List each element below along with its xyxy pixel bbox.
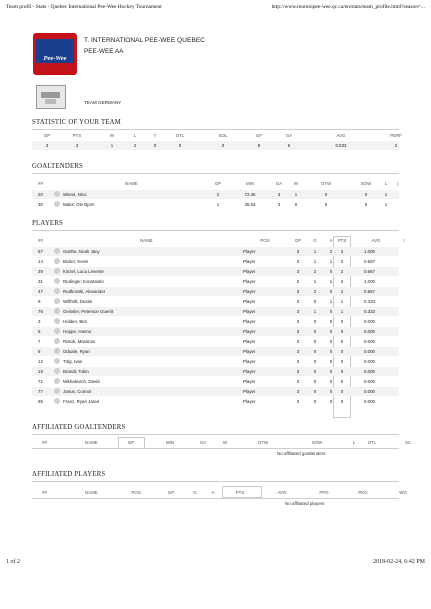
player-cell: Player <box>243 379 256 384</box>
player-cell: 2 <box>340 269 344 274</box>
player-col-7: AVG <box>371 238 381 243</box>
player-cell: 0 <box>313 379 317 384</box>
aff-player-col-3: GP <box>167 490 175 495</box>
player-cell: 1.000 <box>364 279 375 284</box>
player-cell: 2 <box>296 279 300 284</box>
goalie-cell: 36.53 <box>244 202 256 207</box>
player-cell: 2 <box>313 269 317 274</box>
print-datetime: 2018-02-24, 6:42 PM <box>373 559 425 565</box>
section-title-goaltenders: GOALTENDERS <box>32 163 84 170</box>
aff-player-col-1: NAME <box>85 490 98 495</box>
player-cell: 1 <box>329 259 333 264</box>
player-cell: 9 <box>38 299 41 304</box>
player-avatar-icon <box>54 398 60 404</box>
aff-player-col-0: ## <box>42 490 47 495</box>
aff-goalie-col-7: SOW <box>311 440 323 445</box>
player-cell: 7 <box>38 339 41 344</box>
player-avatar-icon <box>54 278 60 284</box>
player-row[interactable] <box>32 307 399 316</box>
section-title-players: PLAYERS <box>32 220 63 227</box>
player-cell: 0 <box>329 339 333 344</box>
stats-value: 1 <box>110 143 114 148</box>
stats-col-pts: PTS <box>72 133 82 138</box>
player-cell: 0 <box>313 319 317 324</box>
goalie-cell: 30 <box>38 202 43 207</box>
stats-col-otl: OTL <box>175 133 185 138</box>
player-cell: 0.000 <box>364 349 375 354</box>
stats-value: 8 <box>257 143 261 148</box>
player-avatar-icon <box>54 348 60 354</box>
goalie-col-8: L <box>384 181 388 186</box>
team-stats-row <box>32 141 399 150</box>
player-cell: 0 <box>329 289 333 294</box>
player-cell: 14 <box>38 259 43 264</box>
player-row[interactable] <box>32 277 399 286</box>
stats-value: 0 <box>221 143 225 148</box>
player-cell: 0.000 <box>364 399 375 404</box>
stats-value: 2 <box>133 143 137 148</box>
player-cell: 0 <box>340 359 344 364</box>
player-cell: Player <box>243 269 256 274</box>
player-cell: 1 <box>329 299 333 304</box>
goalie-col-3: MIN <box>245 181 255 186</box>
player-col-5: A <box>329 238 333 243</box>
player-cell: 0 <box>340 329 344 334</box>
player-avatar-icon <box>54 328 60 334</box>
player-cell: 0.667 <box>364 289 375 294</box>
player-col-2: POS <box>260 238 270 243</box>
player-avatar-icon <box>54 248 60 254</box>
player-cell: 1 <box>313 279 317 284</box>
player-cell: 3 <box>296 289 300 294</box>
aff-player-col-8: PPG <box>319 490 329 495</box>
player-cell: 19 <box>38 369 43 374</box>
player-cell: 0 <box>329 389 333 394</box>
goalie-cell: 72.45 <box>244 192 256 197</box>
goalie-col-5: W <box>293 181 299 186</box>
player-avatar-icon <box>54 368 60 374</box>
player-row[interactable] <box>32 287 399 296</box>
player-cell: Franz, Ryan Jared <box>63 399 100 404</box>
goalie-col-7: SOW <box>360 181 372 186</box>
player-cell: Player <box>243 369 256 374</box>
goalie-cell: Wiens, Nico <box>63 192 87 197</box>
player-avatar-icon <box>54 288 60 294</box>
player-cell: 0.667 <box>364 269 375 274</box>
player-avatar-icon <box>54 298 60 304</box>
player-cell: 0 <box>313 329 317 334</box>
no-affiliated-players: No affiliated players <box>285 501 325 506</box>
player-cell: 1 <box>340 299 344 304</box>
player-cell: Geissler, Peterson Guerrit <box>63 309 114 314</box>
player-avatar-icon <box>54 191 60 197</box>
player-cell: Player <box>243 399 256 404</box>
player-avatar-icon <box>54 358 60 364</box>
logo-text: Pee-Wee <box>43 55 67 62</box>
player-cell: 0 <box>340 319 344 324</box>
stats-col-l: L <box>133 133 137 138</box>
stats-col-w: W <box>109 133 115 138</box>
stats-value: 0 <box>178 143 182 148</box>
player-cell: 0.000 <box>364 369 375 374</box>
aff-player-col-5: A <box>211 490 215 495</box>
affiliated-players-header <box>32 488 407 497</box>
player-cell: 3 <box>296 389 300 394</box>
player-cell: Mikhalevich, David <box>63 379 100 384</box>
player-cell: 0 <box>340 399 344 404</box>
player-cell: Redinger, Konstantin <box>63 279 104 284</box>
team-badge-icon <box>36 85 66 109</box>
goalie-cell: 1 <box>294 192 298 197</box>
no-affiliated-goaltenders: No affiliated goaltenders <box>277 451 326 456</box>
player-cell: Player <box>243 349 256 354</box>
player-cell: Rudkovski, Alexander <box>63 289 106 294</box>
player-cell: 0 <box>329 329 333 334</box>
player-cell: 1 <box>313 249 317 254</box>
player-cell: 3 <box>296 319 300 324</box>
player-cell: 3 <box>296 379 300 384</box>
goalie-col-6: OTW <box>320 181 332 186</box>
player-cell: 3 <box>340 249 344 254</box>
player-cell: Player <box>243 329 256 334</box>
player-cell: 0 <box>329 319 333 324</box>
player-cell: 12 <box>38 359 43 364</box>
player-row[interactable] <box>32 267 399 276</box>
goalie-cell: 0 <box>364 202 368 207</box>
goalie-cell: Malor, Ole Bjorn <box>63 202 95 207</box>
player-avatar-icon <box>54 338 60 344</box>
goalie-cell: 3 <box>277 192 281 197</box>
player-cell: 0 <box>313 369 317 374</box>
section-title-team-stats: STATISTIC OF YOUR TEAM <box>32 119 122 126</box>
player-cell: Ristok, Maximus <box>63 339 96 344</box>
player-cell: 1 <box>313 259 317 264</box>
stats-col-sol: SOL <box>218 133 228 138</box>
header-title: Team profil - Stats - Quebec International Pee-Wee Hockey Tournament <box>6 4 162 10</box>
player-cell: Player <box>243 319 256 324</box>
player-cell: 97 <box>38 249 43 254</box>
player-cell: 0 <box>340 389 344 394</box>
player-col-8: I <box>403 238 405 243</box>
player-cell: 1.000 <box>364 249 375 254</box>
player-cell: Hoppe, Hanno <box>63 329 92 334</box>
aff-player-col-2: POS <box>131 490 141 495</box>
stats-value: 3 <box>75 143 79 148</box>
player-cell: 3 <box>296 269 300 274</box>
section-title-affiliated-goaltenders: AFFILIATED GOALTENDERS <box>32 424 126 431</box>
player-cell: 31 <box>38 279 43 284</box>
player-cell: Brandt, Tobin <box>63 369 89 374</box>
player-cell: Willhöft, Dustin <box>63 299 93 304</box>
player-row[interactable] <box>32 357 399 366</box>
goalie-cell: 0 <box>324 192 328 197</box>
aff-goalie-col-10: SC <box>404 440 412 445</box>
player-cell: Player <box>243 389 256 394</box>
player-cell: 0 <box>313 349 317 354</box>
player-row[interactable] <box>32 397 399 406</box>
player-cell: 0 <box>340 369 344 374</box>
player-cell: 71 <box>38 379 43 384</box>
player-cell: Tölg, Ivan <box>63 359 83 364</box>
player-cell: 3 <box>296 339 300 344</box>
aff-player-col-7: AVG <box>277 490 287 495</box>
player-col-0: ## <box>38 238 43 243</box>
player-cell: Bicker, Kevin <box>63 259 89 264</box>
player-avatar-icon <box>54 258 60 264</box>
stats-col-perf: PERF <box>390 133 402 138</box>
goalie-cell: 0 <box>324 202 328 207</box>
stats-col-ga: GA <box>285 133 293 138</box>
player-cell: Holden, Ben <box>63 319 88 324</box>
goaltender-row[interactable] <box>32 190 399 199</box>
player-avatar-icon <box>54 308 60 314</box>
player-cell: 0.000 <box>364 359 375 364</box>
player-cell: 2 <box>329 249 333 254</box>
aff-goalie-col-6: OTW <box>257 440 269 445</box>
player-row[interactable] <box>32 337 399 346</box>
goalie-cell: 0 <box>294 202 298 207</box>
goalie-col-2: GP <box>214 181 222 186</box>
player-cell: 3 <box>296 259 300 264</box>
team-name: T. INTERNATIONAL PEE-WEE QUEBEC <box>84 37 205 44</box>
player-avatar-icon <box>54 378 60 384</box>
aff-goalie-col-8: L <box>352 440 356 445</box>
print-header <box>6 4 425 10</box>
player-cell: 3 <box>296 369 300 374</box>
player-cell: 6 <box>38 329 41 334</box>
player-cell: 0 <box>329 359 333 364</box>
player-cell: 0 <box>329 309 333 314</box>
player-cell: 0.000 <box>364 379 375 384</box>
player-cell: 3 <box>296 399 300 404</box>
player-cell: 3 <box>38 319 41 324</box>
aff-goalie-col-5: W <box>222 440 228 445</box>
player-avatar-icon <box>54 268 60 274</box>
player-row[interactable] <box>32 297 399 306</box>
player-cell: 0 <box>329 369 333 374</box>
aff-goalie-col-4: GA <box>199 440 207 445</box>
player-cell: 8 <box>38 349 41 354</box>
player-cell: 95 <box>38 399 43 404</box>
player-cell: 0.333 <box>364 299 375 304</box>
player-row[interactable] <box>32 327 399 336</box>
aff-player-col-4: G <box>193 490 197 495</box>
player-cell: Janus, Connor <box>63 389 92 394</box>
stats-col-gf: GF <box>255 133 263 138</box>
player-col-3: GP <box>294 238 302 243</box>
player-cell: 3 <box>296 299 300 304</box>
player-cell: 1 <box>329 279 333 284</box>
player-row[interactable] <box>32 257 399 266</box>
player-cell: Player <box>243 309 256 314</box>
stats-col-avg: AVG <box>336 133 346 138</box>
player-cell: 1 <box>340 309 344 314</box>
goalie-cell: 1 <box>384 202 388 207</box>
aff-player-col-9: PKG <box>358 490 368 495</box>
player-cell: 0.000 <box>364 329 375 334</box>
player-cell: Player <box>243 299 256 304</box>
stats-value: 0 <box>153 143 157 148</box>
player-cell: 1 <box>313 309 317 314</box>
affiliated-goaltenders-header <box>32 438 412 447</box>
player-cell: 3 <box>296 349 300 354</box>
goalie-col-0: ## <box>38 181 43 186</box>
goalie-col-9: ( <box>397 181 399 186</box>
player-avatar-icon <box>54 201 60 207</box>
player-cell: 0 <box>329 269 333 274</box>
team-stats-header <box>32 131 402 140</box>
player-cell: 0.000 <box>364 339 375 344</box>
goaltender-row[interactable] <box>32 200 399 209</box>
goalie-col-4: GA <box>275 181 283 186</box>
player-cell: 0 <box>329 349 333 354</box>
player-row[interactable] <box>32 387 399 396</box>
stats-col-gp: GP <box>43 133 51 138</box>
player-row[interactable] <box>32 347 399 356</box>
player-cell: 77 <box>38 389 43 394</box>
aff-goalie-col-0: ## <box>42 440 47 445</box>
team-badge-name: TEAM GERMANY <box>84 100 122 105</box>
player-cell: Garthe, Noah Jacy <box>63 249 100 254</box>
player-cell: Oduale, Ryan <box>63 349 90 354</box>
player-cell: 0 <box>313 339 317 344</box>
player-avatar-icon <box>54 318 60 324</box>
player-cell: Player <box>243 339 256 344</box>
player-cell: 0 <box>329 379 333 384</box>
player-cell: 29 <box>38 269 43 274</box>
player-cell: 0 <box>313 299 317 304</box>
player-cell: 0.000 <box>364 319 375 324</box>
stats-value: 6 <box>287 143 291 148</box>
player-row[interactable] <box>32 367 399 376</box>
aff-goalie-col-3: MIN <box>165 440 175 445</box>
page-number: 1 of 2 <box>6 559 20 565</box>
player-row[interactable] <box>32 317 399 326</box>
player-cell: 0 <box>313 399 317 404</box>
tournament-logo <box>33 33 77 75</box>
stats-col-t: T <box>153 133 157 138</box>
player-avatar-icon <box>54 388 60 394</box>
players-header <box>32 236 405 245</box>
player-cell: Kinzel, Luca Levente <box>63 269 104 274</box>
player-cell: 2 <box>340 279 344 284</box>
goalie-cell: 20 <box>38 192 43 197</box>
goalie-cell: 1 <box>384 192 388 197</box>
player-cell: Player <box>243 289 256 294</box>
player-cell: 47 <box>38 289 43 294</box>
player-cell: 2 <box>313 289 317 294</box>
player-cell: Player <box>243 259 256 264</box>
player-cell: 3 <box>296 249 300 254</box>
goaltenders-header <box>32 179 399 188</box>
aff-player-col-6: PTS <box>235 490 245 495</box>
player-cell: 0.000 <box>364 389 375 394</box>
player-cell: 3 <box>296 329 300 334</box>
stats-value: 3 <box>45 143 49 148</box>
player-cell: Player <box>243 249 256 254</box>
player-cell: Player <box>243 279 256 284</box>
player-col-4: G <box>313 238 317 243</box>
stats-value: 2 <box>394 143 398 148</box>
player-cell: 0 <box>340 379 344 384</box>
player-cell: 2 <box>340 289 344 294</box>
goalie-cell: 0 <box>364 192 368 197</box>
aff-goalie-col-9: OTL <box>367 440 377 445</box>
player-cell: 0 <box>340 349 344 354</box>
player-cell: 0.333 <box>364 309 375 314</box>
player-cell: Player <box>243 359 256 364</box>
player-col-1: NAME <box>140 238 153 243</box>
team-division: PEE-WEE AA <box>84 48 124 55</box>
player-cell: 3 <box>296 309 300 314</box>
player-cell: 3 <box>296 359 300 364</box>
player-cell: 76 <box>38 309 43 314</box>
goalie-cell: 3 <box>277 202 281 207</box>
goalie-cell: 2 <box>216 192 220 197</box>
section-title-affiliated-players: AFFILIATED PLAYERS <box>32 471 106 478</box>
player-cell: 0.667 <box>364 259 375 264</box>
player-row[interactable] <box>32 377 399 386</box>
aff-goalie-col-2: GP <box>127 440 135 445</box>
player-cell: 0 <box>340 339 344 344</box>
stats-value: 0.833 <box>335 143 347 148</box>
player-cell: 2 <box>340 259 344 264</box>
player-row[interactable] <box>32 247 399 256</box>
goalie-col-1: NAME <box>125 181 138 186</box>
player-col-6: PTS <box>337 238 347 243</box>
player-cell: 0 <box>313 359 317 364</box>
player-cell: 0 <box>313 389 317 394</box>
player-cell: 0 <box>329 399 333 404</box>
aff-player-col-10: WG <box>399 490 407 495</box>
aff-goalie-col-1: NAME <box>85 440 98 445</box>
header-url: http://www.tournoipee-wee.qc.ca/en/stats/team_profile.html?season=... <box>271 4 425 10</box>
goalie-cell: 1 <box>216 202 220 207</box>
